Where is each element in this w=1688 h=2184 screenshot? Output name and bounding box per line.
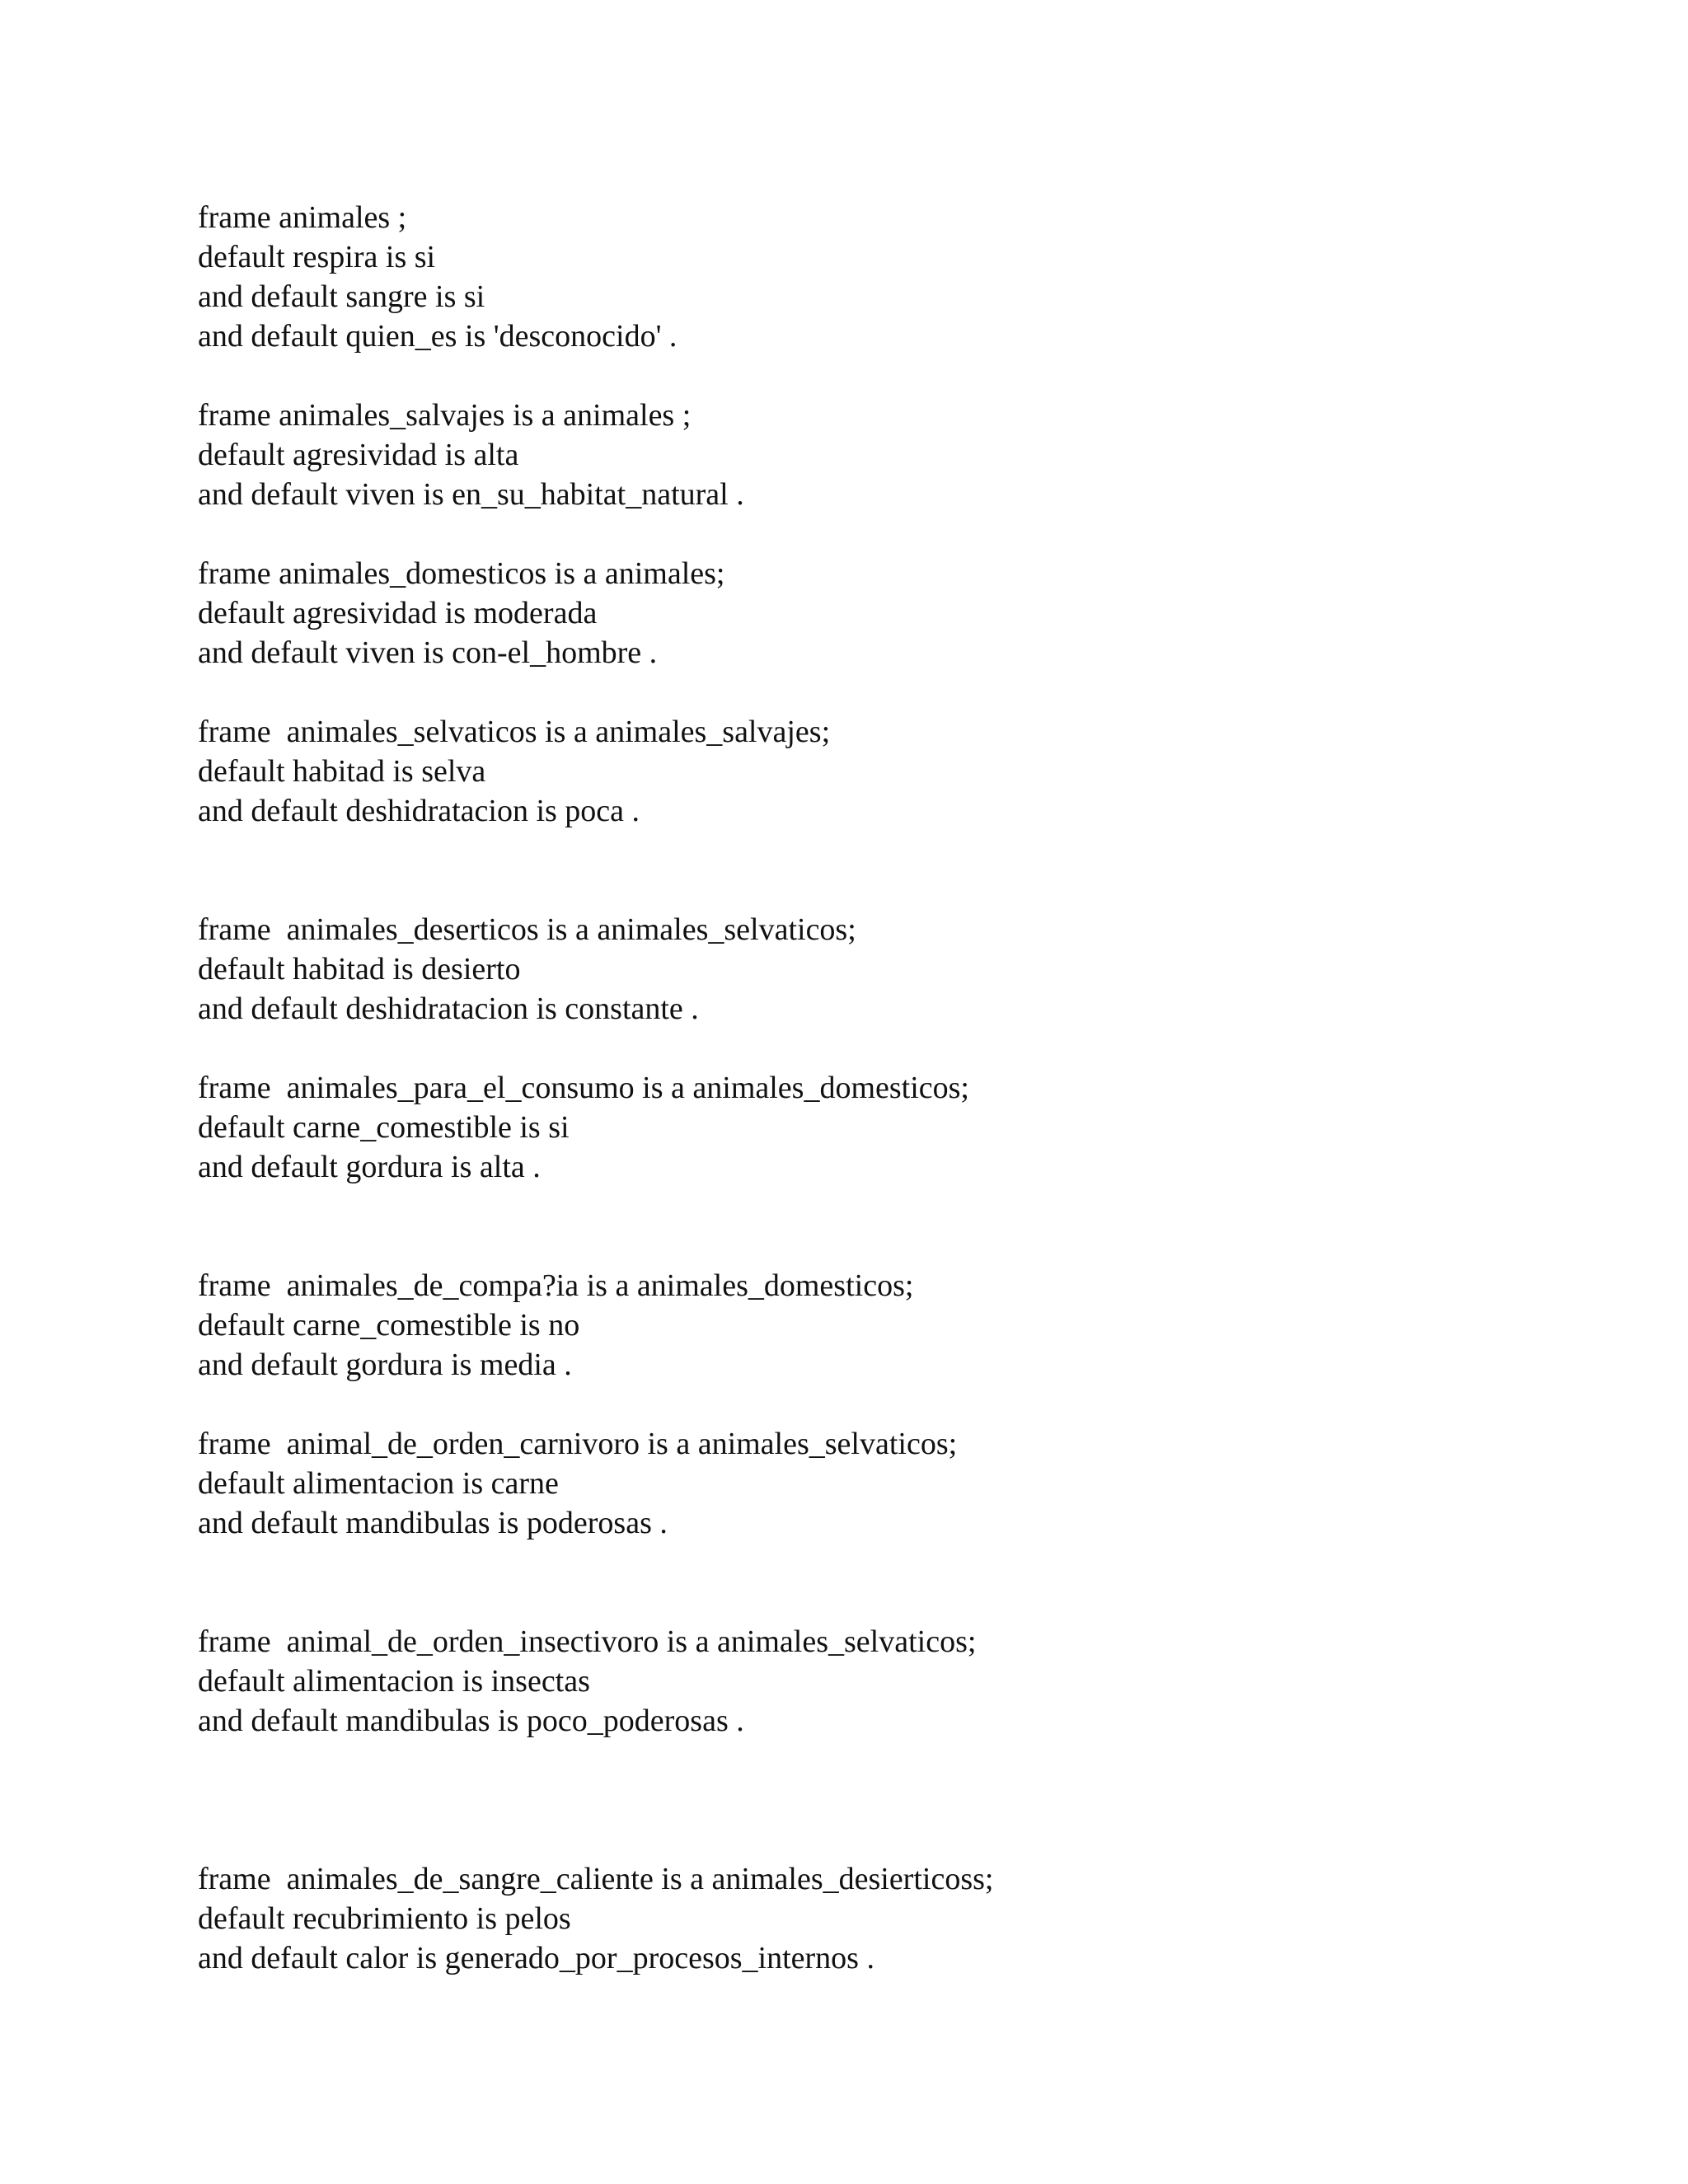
frame-slot: and default quien_es is 'desconocido' .: [198, 319, 678, 354]
frame-slot: default alimentacion is insectas: [198, 1664, 590, 1699]
frame-slot: default agresividad is moderada: [198, 596, 598, 630]
spacer: [198, 1187, 1599, 1266]
spacer: [198, 673, 1599, 712]
frame-block-animales-selvaticos: [198, 712, 1599, 831]
frame-block-animales-de-compania: [198, 1266, 1599, 1385]
spacer: [198, 831, 1599, 910]
frame-block-animal-de-orden-insectivoro: [198, 1622, 1599, 1741]
frame-slot: default alimentacion is carne: [198, 1466, 559, 1501]
frame-slot: and default calor is generado_por_procesos_internos .: [198, 1941, 874, 1975]
frame-slot: and default deshidratacion is constante .: [198, 991, 699, 1026]
frame-slot: and default mandibulas is poco_poderosas .: [198, 1704, 744, 1738]
spacer: [198, 514, 1599, 554]
frame-declaration: frame animales_selvaticos is a animales_salvajes;: [198, 715, 831, 749]
frame-slot: and default gordura is alta .: [198, 1150, 541, 1184]
frame-block-animales-domesticos: [198, 554, 1599, 673]
frame-block-animales-de-sangre-caliente: [198, 1859, 1599, 1978]
spacer: [198, 1385, 1599, 1424]
spacer: [198, 356, 1599, 396]
spacer: [198, 1543, 1599, 1622]
frame-declaration: frame animales_domesticos is a animales;: [198, 556, 725, 591]
spacer: [198, 1741, 1599, 1859]
frame-block-animales-salvajes: [198, 396, 1599, 514]
spacer: [198, 1029, 1599, 1068]
frame-block-animal-de-orden-carnivoro: [198, 1424, 1599, 1543]
frame-block-animales-para-el-consumo: [198, 1068, 1599, 1187]
frame-declaration: frame animales_de_compa?ia is a animales_domesticos;: [198, 1268, 914, 1303]
frame-slot: default habitad is selva: [198, 754, 486, 789]
frame-declaration: frame animales_para_el_consumo is a animales_domesticos;: [198, 1071, 969, 1105]
frame-declaration: frame animal_de_orden_insectivoro is a animales_selvaticos;: [198, 1624, 977, 1659]
frame-block-animales-deserticos: [198, 910, 1599, 1029]
frame-declaration: frame animales_de_sangre_caliente is a animales_desierticoss;: [198, 1862, 994, 1896]
frame-block-animales: [198, 198, 1599, 356]
frame-slot: default recubrimiento is pelos: [198, 1901, 571, 1936]
frame-slot: and default viven is con-el_hombre .: [198, 635, 658, 670]
frame-declaration: frame animal_de_orden_carnivoro is a animales_selvaticos;: [198, 1427, 958, 1461]
document-body: [198, 198, 1599, 1978]
frame-slot: and default mandibulas is poderosas .: [198, 1506, 668, 1540]
frame-slot: default habitad is desierto: [198, 952, 521, 987]
frame-slot: and default deshidratacion is poca .: [198, 794, 640, 828]
frame-slot: default carne_comestible is no: [198, 1308, 580, 1343]
frame-slot: default carne_comestible is si: [198, 1110, 570, 1145]
frame-slot: and default viven is en_su_habitat_natural .: [198, 477, 744, 512]
frame-slot: default agresividad is alta: [198, 438, 519, 472]
frame-declaration: frame animales ;: [198, 200, 407, 235]
frame-slot: default respira is si: [198, 240, 436, 274]
frame-slot: and default gordura is media .: [198, 1347, 572, 1382]
frame-declaration: frame animales_salvajes is a animales ;: [198, 398, 692, 433]
frame-declaration: frame animales_deserticos is a animales_selvaticos;: [198, 912, 856, 947]
frame-slot: and default sangre is si: [198, 279, 485, 314]
